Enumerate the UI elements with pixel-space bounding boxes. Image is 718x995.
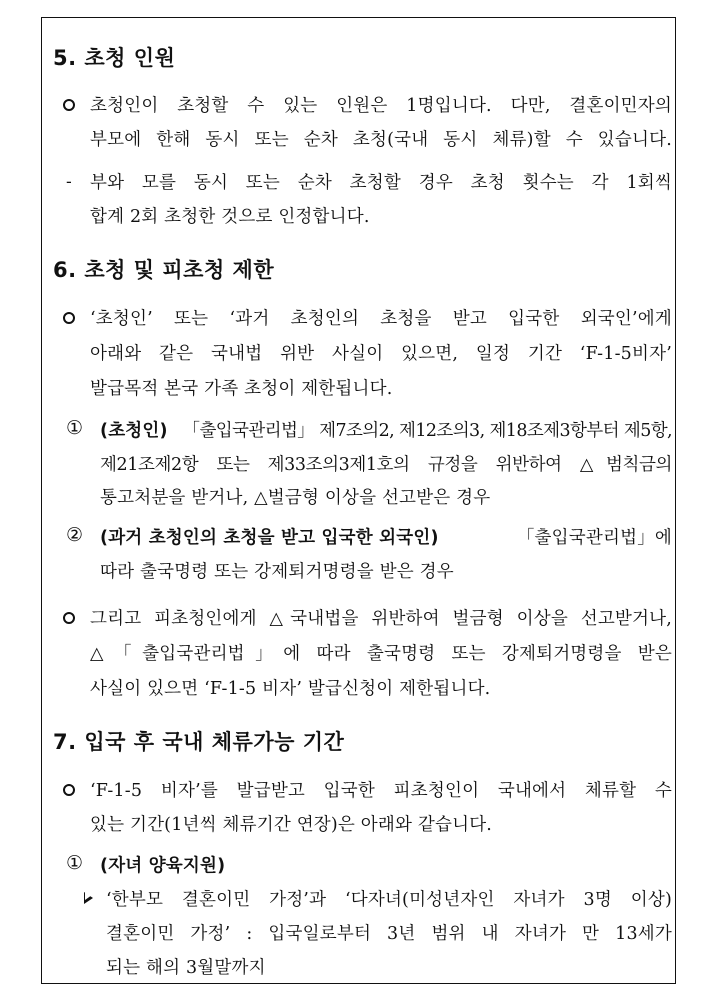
s7-sub-line-1: ‘한부모 결혼이민 가정’과 ‘다자녀(미성년자인 자녀가 3명 이상) <box>106 890 672 910</box>
s6-bullet-line-1: ‘초청인’ 또는 ‘과거 초청인의 초청을 받고 입국한 외국인’에게 <box>90 309 672 329</box>
item-number-1: ① <box>66 852 84 874</box>
section-6-heading: 6. 초청 및 피초청 제한 <box>53 258 275 282</box>
s6-item-2-text: 「출입국관리법」에 <box>516 528 672 548</box>
s6-bullet-line-3: 발급목적 본국 가족 초청이 제한됩니다. <box>90 379 393 399</box>
s6-bullet-line-2: 아래와 같은 국내법 위반 사실이 있으면, 일정 기간 ‘F-1-5비자’ <box>90 344 672 364</box>
s6-item-1-line-3: 통고처분을 받거나, △벌금형 이상을 선고받은 경우 <box>100 488 491 508</box>
s7-bullet-line-1: ‘F-1-5 비자’를 발급받고 입국한 피초청인이 국내에서 체류할 수 <box>90 781 672 801</box>
circle-bullet-icon <box>63 96 75 116</box>
s5-dash-line-2: 합계 2회 초청한 것으로 인정합니다. <box>90 207 370 227</box>
circle-bullet-icon <box>63 309 75 329</box>
s6-bullet-2-line-3: 사실이 있으면 ‘F-1-5 비자’ 발급신청이 제한됩니다. <box>90 679 491 699</box>
circle-bullet-icon <box>63 781 75 801</box>
item-number-1: ① <box>66 417 84 439</box>
s6-item-2-label: (과거 초청인의 초청을 받고 입국한 외국인) <box>100 528 439 548</box>
s5-bullet-line-1: 초청인이 초청할 수 있는 인원은 1명입니다. 다만, 결혼이민자의 <box>90 96 672 116</box>
item-number-2: ② <box>66 524 84 546</box>
s7-bullet-line-2: 있는 기간(1년씩 체류기간 연장)은 아래와 같습니다. <box>90 815 493 835</box>
dash-marker: - <box>66 172 72 192</box>
circle-bullet-icon <box>63 609 75 629</box>
s5-bullet-line-2: 부모에 한해 동시 또는 순차 초청(국내 동시 체류)할 수 있습니다. <box>90 130 672 150</box>
s6-item-2-line-2: 따라 출국명령 또는 강제퇴거명령을 받은 경우 <box>100 562 454 582</box>
section-7-heading: 7. 입국 후 국내 체류가능 기간 <box>53 730 345 754</box>
s6-item-1-text: 「출입국관리법」 제7조의2, 제12조의3, 제18조제3항부터 제5항, <box>182 421 672 441</box>
section-5-heading: 5. 초청 인원 <box>53 46 176 70</box>
s6-bullet-2-line-2: △「출입국관리법」에 따라 출국명령 또는 강제퇴거명령을 받은 <box>90 644 672 664</box>
s6-item-1-label: (초청인) <box>100 421 168 441</box>
s6-item-2-line-1 <box>100 524 672 549</box>
s7-item-1-label: (자녀 양육지원) <box>100 856 226 876</box>
s7-sub-line-3: 되는 해의 3월말까지 <box>106 958 266 978</box>
s6-item-1-line-2: 제21조제2항 또는 제33조의3제1호의 규정을 위반하여 △범칙금의 <box>100 455 672 475</box>
triangle-bullet-icon <box>84 889 92 909</box>
s7-sub-line-2: 결혼이민 가정’ : 입국일로부터 3년 범위 내 자녀가 만 13세가 <box>106 924 672 944</box>
s5-dash-line-1: 부와 모를 동시 또는 순차 초청할 경우 초청 횟수는 각 1회씩 <box>90 173 672 193</box>
s6-item-1-line-1 <box>100 417 672 442</box>
s6-bullet-2-line-1: 그리고 피초청인에게 △국내법을 위반하여 벌금형 이상을 선고받거나, <box>90 609 672 629</box>
